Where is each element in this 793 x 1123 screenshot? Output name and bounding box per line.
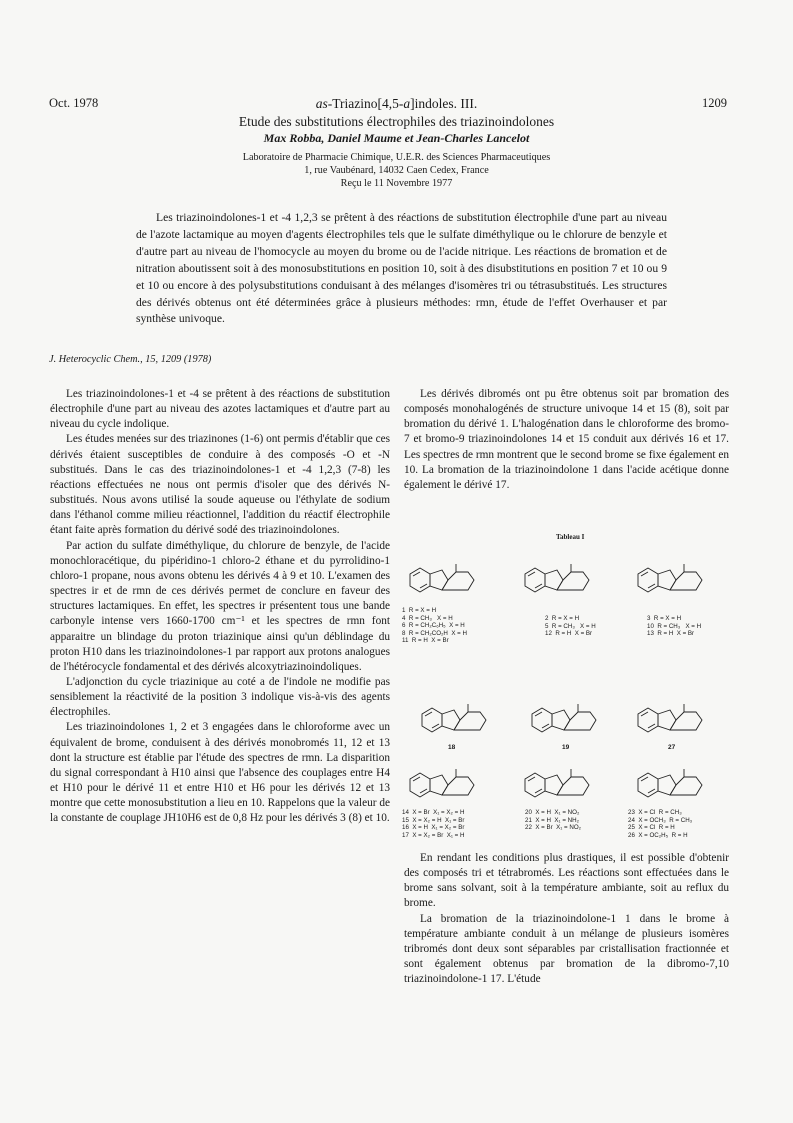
chemical-structures-figure	[400, 548, 730, 848]
structure-14	[410, 769, 474, 797]
structure-1	[410, 564, 474, 592]
paragraph: La bromation de la triazinoindolone-1 1 dans le brome à température ambiante conduit à un mélange de plusieurs isomères tribromés dont deux sont séparables par cristallisation fractionnée et sont également obtenus par bromation de la dibromo-7,10 triazinoindolone-1 17. L'étude	[404, 912, 729, 986]
structure-18	[422, 704, 486, 732]
paragraph: En rendant les conditions plus drastiques, il est possible d'obtenir des composés tri et tétrabromés. Les réactions sont effectuées dans le brome sans solvant, soit à la température ambiante, soit au reflux du brome.	[404, 852, 729, 910]
authors: Max Robba, Daniel Maume et Jean-Charles Lancelot	[263, 131, 530, 145]
abstract-text: Les triazinoindolones-1 et -4 1,2,3 se prêtent à des réactions de substitution électrophile d'une part au niveau de l'azote lactamique au moyen d'agents électrophiles tels que le sulfate diméthylique ou le chlorure de benzyle et d'autre part au niveau de l'homocycle au moyen du brome ou de l'acide nitrique. Les réactions de bromation et de nitration aboutissent soit à des monosubstitutions en position 10, soit à des disubstitutions en position 7 et 10 ou 9 et 10 ou encore à des polysubstitutions conduisant à des mélanges d'isomères tri ou tétrasubstitués. Les structures des dérivés obtenus ont été déterminées grâce à plusieurs méthodes: rmn, étude de l'effet Overhauser et par synthèse univoque.	[136, 211, 667, 326]
structure-table	[400, 548, 730, 848]
legend-group-3: 3 R = X = H 10 R = CH₃ X = H 13 R = H X = Br	[647, 615, 702, 638]
abstract	[136, 210, 667, 328]
right-column-bottom	[404, 851, 729, 987]
affiliation-address: 1, rue Vaubénard, 14032 Caen Cedex, France	[304, 165, 489, 176]
page-number: 1209	[702, 96, 727, 110]
article-subtitle: Etude des substitutions électrophiles des triazinoindolones	[238, 114, 555, 129]
legend-group-6: 23 X = Cl R = CH₃ 24 X = OCH₃ R = CH₃ 25 X = Cl R = H 26 X = OC₂H₅ R = H	[628, 809, 693, 839]
title-prefix: as	[315, 96, 328, 111]
received-date: Reçu le 11 Novembre 1977	[340, 178, 453, 189]
legend-group-2: 2 R = X = H 5 R = CH₃ X = H 12 R = H X = Br	[545, 615, 596, 638]
structure-2	[525, 564, 589, 592]
paragraph: Les études menées sur des triazinones (1-6) ont permis d'établir que ces dérivés étaient susceptibles de conduire à des composés -O et -N substitués. Dans le cas des triazinoindolones-1 et -4 1,2,3 (7-8) les réactions effectuées ne nous ont permis d'isoler que des dérivés N-substitués. Nous avons utilisé la soude aqueuse ou l'éthylate de sodium dans l'éthanol comme milieu réactionnel, l'addition du réactif électrophile étant faite après formation du dérivé sodé des triazinoindolones.	[50, 433, 390, 537]
title-a: a	[403, 96, 411, 111]
article-title	[0, 96, 793, 112]
title-main: -Triazino[4,5-	[327, 96, 404, 111]
paragraph: Les triazinoindolones 1, 2 et 3 engagées dans le chloroforme avec un équivalent de brome, conduisent à des dérivés monobromés 11, 12 et 13 dont la structure est établie par l'étude des spectres de rmn. La disparition du signal correspondant à H10 ainsi que l'absence des couplages entre H4 et H10 pour le dérivé 11 et entre H10 et H6 pour les dérivés 12 et 13 montre que cette monosubstitution a lieu en 10. Rappelons que la valeur de la constante de couplage JH10H6 est de 0,8 Hz pour les dérivés 3 (8) et 10.	[50, 721, 390, 825]
paragraph: Par action du sulfate diméthylique, du chlorure de benzyle, de l'acide monochloracétique, du pipéridino-1 chloro-2 éthane et du pyrrolidino-1 chloro-1 propane, nous avons obtenu les dérivés 4 à 9 et 10. L'examen des spectres ir et de rmn de ces dérivés permet de conclure en faveur des structures lactamiques. En effet, les spectres ir présentent tous une bande carbonyle intense vers 1660-1700 cm⁻¹ et les spectres de rmn font apparaitre un blindage du proton triazinique ainsi qu'un déblindage du proton H10 dans les triazinoindolones-1 par rapport aux protons analogues de l'hétérocycle fondamental et des dérivés alcoxytriazinoindoliques.	[50, 539, 390, 673]
legend-group-4: 14 X = Br X₁ = X₂ = H 15 X = X₂ = H X₁ = Br 16 X = H X₁ = X₂ = Br 17 X = X₂ = Br X₁ = H	[402, 809, 465, 839]
paragraph: Les triazinoindolones-1 et -4 se prêtent à des réactions de substitution électrophile d'une part au niveau des azotes lactamiques et d'autre part au niveau du cycle indolique.	[50, 388, 390, 431]
right-column-top	[404, 387, 729, 493]
structure-19	[532, 704, 596, 732]
structure-20	[525, 769, 589, 797]
label-compound-18: 18	[448, 744, 456, 751]
structure-3	[638, 564, 702, 592]
journal-date: Oct. 1978	[49, 96, 99, 110]
citation: J. Heterocyclic Chem., 15, 1209 (1978)	[49, 354, 212, 365]
legend-group-5: 20 X = H X₁ = NO₂ 21 X = H X₁ = NH₂ 22 X = Br X₁ = NO₂	[525, 809, 582, 832]
label-compound-19: 19	[562, 744, 570, 751]
paragraph: Les dérivés dibromés ont pu être obtenus soit par bromation des composés monohalogénés de structure univoque 14 et 15 (8), soit par bromation du dérivé 1. L'halogénation dans le chloroforme des bromo-7 et bromo-9 triazinoindolones 14 et 15 conduit aux dérivés 16 et 17. Les spectres de rmn montrent que le second brome se fixe également en 10. La bromation de la triazinoindolone 1 dans l'acide acétique donne également le dérivé 17.	[404, 388, 729, 491]
structure-27	[638, 704, 702, 732]
left-column	[50, 387, 390, 827]
affiliation-lab: Laboratoire de Pharmacie Chimique, U.E.R. des Sciences Pharmaceutiques	[242, 152, 551, 163]
legend-group-1: 1 R = X = H 4 R = CH₃ X = H 6 R = CH₂C₆H₅ X = H 8 R = CH₂CO₂H X = H 11 R = H X = Br	[402, 607, 467, 645]
structure-23	[638, 769, 702, 797]
paragraph: L'adjonction du cycle triazinique au coté a de l'indole ne modifie pas sensiblement la réactivité de la position 3 indolique vis-à-vis des agents électrophiles.	[50, 675, 390, 719]
table-title: Tableau I	[556, 533, 585, 541]
label-compound-27: 27	[668, 744, 676, 751]
title-end: ]indoles. III.	[410, 96, 478, 111]
